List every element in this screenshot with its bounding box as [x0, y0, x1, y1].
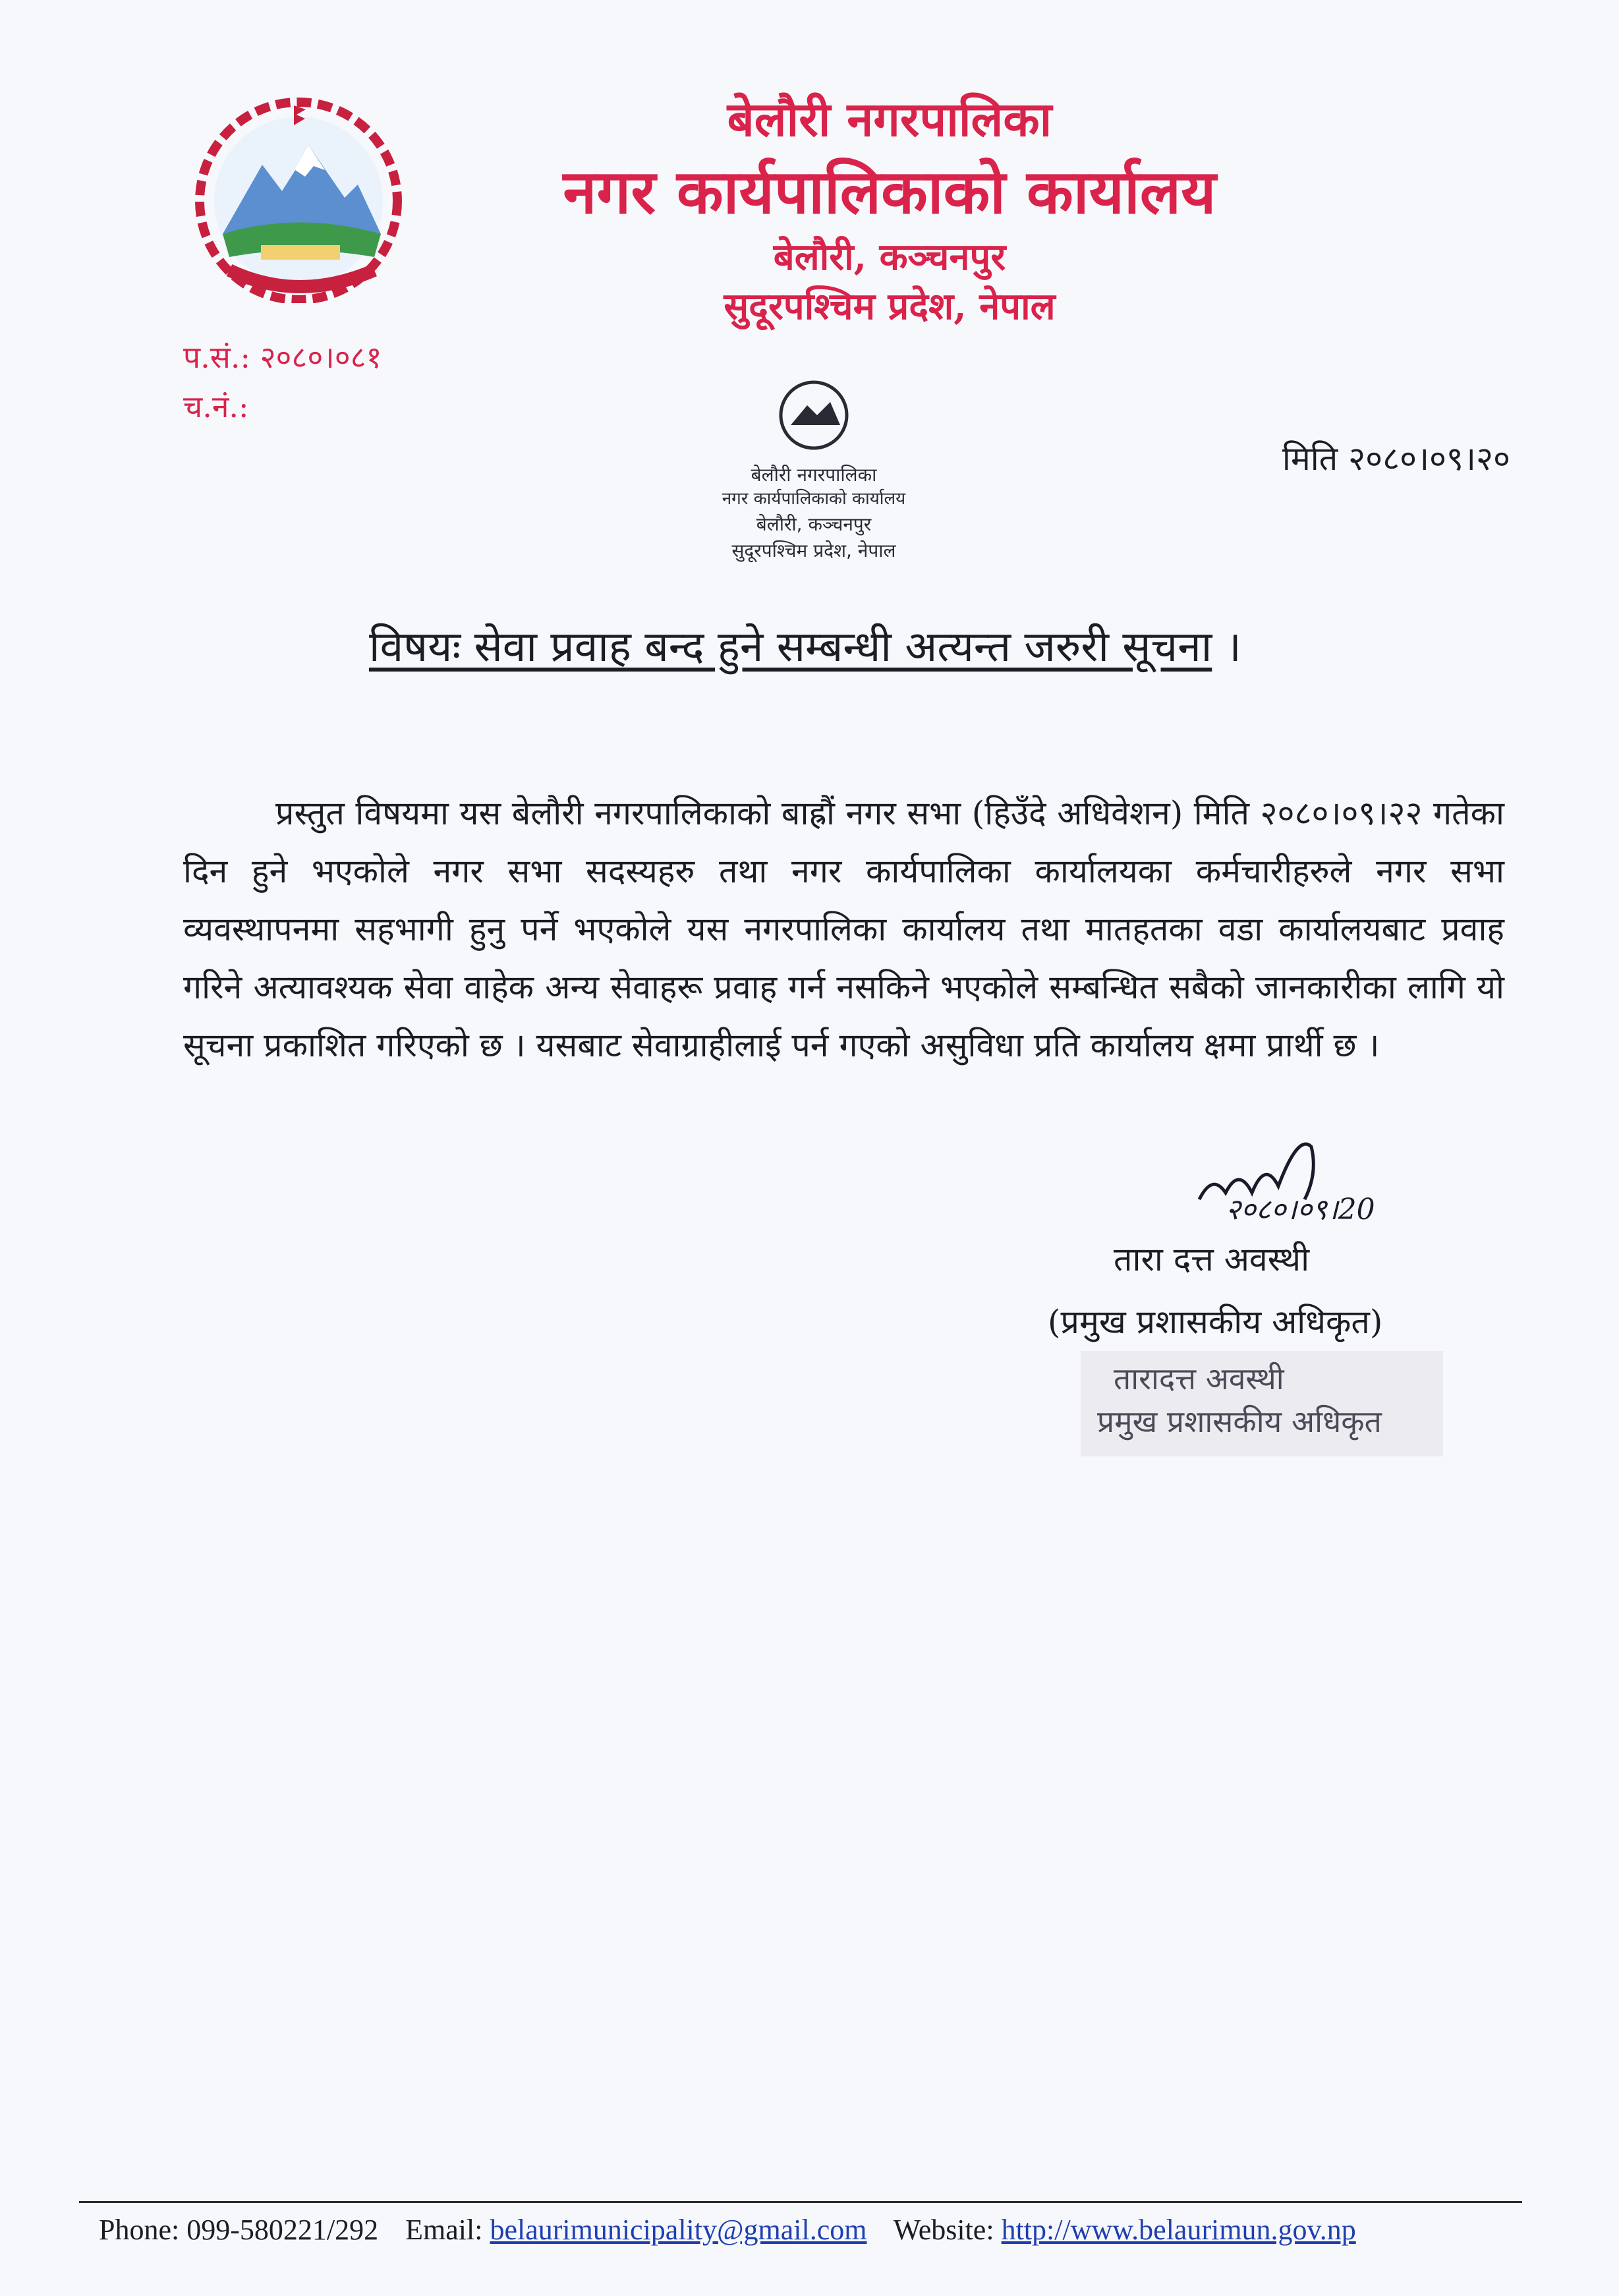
- handwritten-signature: [1186, 1120, 1410, 1252]
- subject-text: विषयः सेवा प्रवाह बन्द हुने सम्बन्धी अत्यन्त जरुरी सूचना: [369, 623, 1212, 672]
- footer-divider: [79, 2201, 1522, 2203]
- letter-date: मिति २०८०।०९।२०: [1282, 440, 1510, 478]
- name-stamp-name: तारादत्त अवस्थी: [1114, 1361, 1284, 1396]
- office-address: बेलौरी, कञ्चनपुर: [773, 235, 1006, 279]
- website-label: Website:: [893, 2214, 994, 2246]
- body-paragraph: प्रस्तुत विषयमा यस बेलौरी नगरपालिकाको बाह्रौं नगर सभा (हिउँदे अधिवेशन) मिति २०८०।०९।२२ गतेका दिन हुने भएकोले नगर सभा सदस्यहरु तथा नगर कार्यपालिका कार्यालयका कर्मचारीहरुले नगर सभा व्यवस्थापनमा सहभागी हुनु पर्ने भएकोले यस नगरपालिका कार्यालय तथा मातहतका वडा कार्यालयबाट प्रवाह गरिने अत्यावश्यक सेवा वाहेक अन्य सेवाहरू प्रवाह गर्न नसकिने भएकोले सम्बन्धित सबैको जानकारीका लागि यो सूचना प्रकाशित गरिएको छ । यसबाट सेवाग्राहीलाई पर्न गएको असुविधा प्रति कार्यालय क्षमा प्रार्थी छ ।: [183, 794, 1504, 1064]
- stamp-line-4: सुदूरपश्चिम प्रदेश, नेपाल: [731, 540, 896, 561]
- email-link[interactable]: belaurimunicipality@gmail.com: [490, 2214, 867, 2246]
- email-label: Email:: [405, 2214, 483, 2246]
- office-province: सुदूरपश्चिम प्रदेश, नेपाल: [724, 285, 1056, 328]
- signer-title: (प्रमुख प्रशासकीय अधिकृत): [1048, 1303, 1383, 1341]
- office-stamp-icon: [705, 369, 923, 580]
- stamp-line-1: बेलौरी नगरपालिका: [751, 464, 877, 486]
- nepal-emblem-icon: [183, 92, 414, 303]
- signature-date: २०८०।०९।20: [1226, 1193, 1375, 1226]
- reference-number: प.सं.: २०८०।०८१: [183, 339, 382, 375]
- name-stamp-title: प्रमुख प्रशासकीय अधिकृत: [1097, 1404, 1382, 1439]
- stamp-line-2: नगर कार्यपालिकाको कार्यालय: [722, 489, 906, 509]
- phone-label: Phone:: [99, 2214, 180, 2246]
- phone-number: 099-580221/292: [186, 2214, 379, 2246]
- website-link[interactable]: http://www.belaurimun.gov.np: [1001, 2214, 1356, 2246]
- notice-body: [183, 784, 1504, 1074]
- dispatch-number: च.नं.:: [183, 389, 249, 424]
- office-name: नगर कार्यपालिकाको कार्यालय: [563, 156, 1216, 227]
- stamp-line-3: बेलौरी, कञ्चनपुर: [756, 513, 872, 535]
- signer-name: तारा दत्त अवस्थी: [1114, 1240, 1310, 1278]
- subject-end: ।: [1212, 623, 1241, 672]
- municipality-name: बेलौरी नगरपालिका: [727, 91, 1052, 147]
- footer-contact: [99, 2213, 1356, 2247]
- subject-line: [369, 616, 1241, 674]
